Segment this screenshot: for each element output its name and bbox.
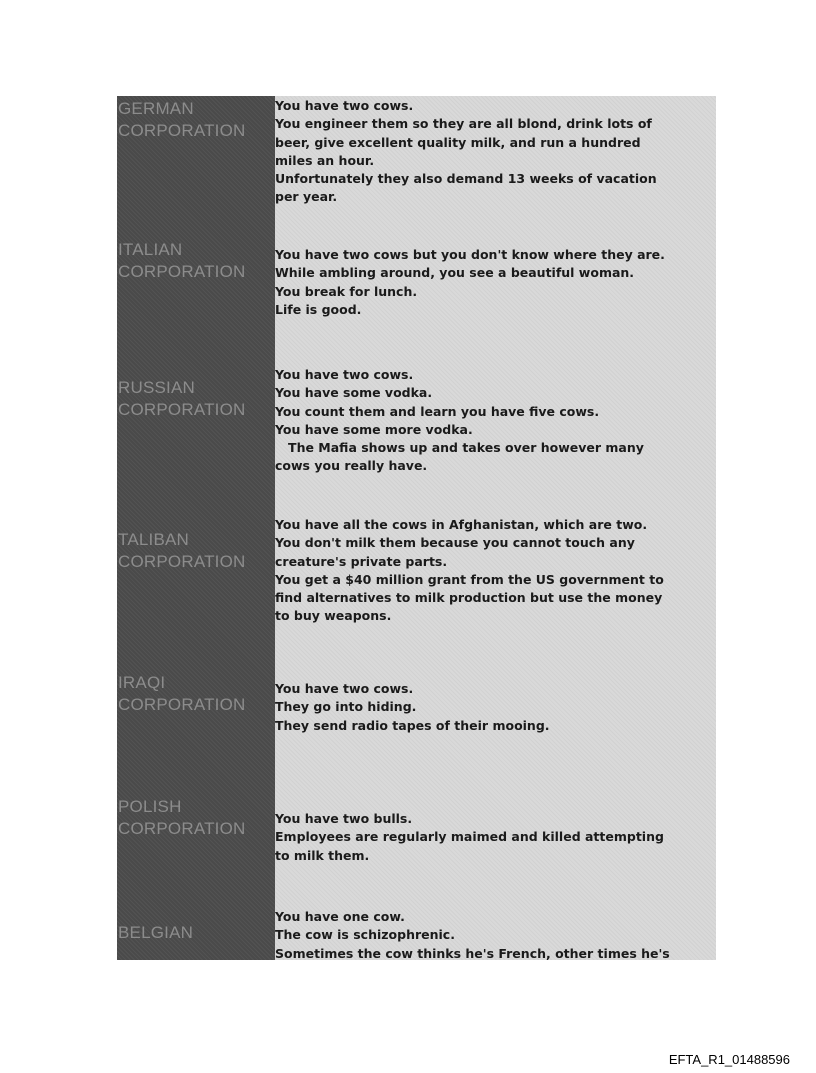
joke-line: You have some vodka. bbox=[275, 385, 433, 401]
joke-line: Employees are regularly maimed and killed attempting bbox=[275, 829, 664, 845]
joke-line: Life is good. bbox=[275, 301, 362, 317]
joke-line: You have two cows. bbox=[275, 681, 414, 696]
label-line: TALIBAN bbox=[118, 530, 189, 549]
row-label-taliban bbox=[118, 529, 246, 573]
joke-line: The Mafia shows up and takes over however many bbox=[275, 440, 644, 456]
joke-line: You have two bulls. bbox=[275, 811, 413, 826]
joke-line: Sometimes the cow thinks he's French, other times he's bbox=[275, 945, 670, 961]
joke-line: You have one cow. bbox=[275, 909, 405, 924]
row-label-german bbox=[118, 98, 246, 142]
row-label-iraqi bbox=[118, 672, 246, 716]
joke-line: per year. bbox=[275, 189, 338, 205]
joke-line: You count them and learn you have five cows. bbox=[275, 403, 600, 419]
jokes-column bbox=[275, 96, 716, 960]
joke-line: You break for lunch. bbox=[275, 283, 418, 299]
joke-line: You don't milk them because you cannot touch any bbox=[275, 535, 635, 551]
document-id: EFTA_R1_01488596 bbox=[668, 1052, 790, 1067]
joke-belgian bbox=[275, 908, 715, 963]
joke-polish bbox=[275, 810, 715, 865]
label-line: CORPORATION bbox=[118, 552, 246, 571]
joke-line: They send radio tapes of their mooing. bbox=[275, 717, 550, 733]
joke-line: You have two cows. bbox=[275, 98, 414, 113]
label-line: ITALIAN bbox=[118, 240, 183, 259]
joke-line: The cow is schizophrenic. bbox=[275, 927, 455, 943]
joke-line: You have all the cows in Afghanistan, which are two. bbox=[275, 517, 648, 532]
joke-iraqi bbox=[275, 680, 715, 735]
row-label-polish bbox=[118, 796, 246, 840]
joke-line: You have some more vodka. bbox=[275, 421, 473, 437]
joke-line: to buy weapons. bbox=[275, 608, 392, 624]
joke-line: You engineer them so they are all blond, drink lots of bbox=[275, 116, 652, 132]
label-line: RUSSIAN bbox=[118, 378, 195, 397]
joke-line: While ambling around, you see a beautiful woman. bbox=[275, 265, 635, 281]
joke-line: They go into hiding. bbox=[275, 699, 417, 715]
joke-german bbox=[275, 97, 715, 207]
joke-line: Unfortunately they also demand 13 weeks of vacation bbox=[275, 171, 657, 187]
joke-line: miles an hour. bbox=[275, 152, 375, 168]
label-line: CORPORATION bbox=[118, 121, 246, 140]
joke-line: creature's private parts. bbox=[275, 553, 448, 569]
label-line: CORPORATION bbox=[118, 262, 246, 281]
label-line: CORPORATION bbox=[118, 400, 246, 419]
joke-line: beer, give excellent quality milk, and run a hundred bbox=[275, 134, 641, 150]
joke-line: to milk them. bbox=[275, 847, 370, 863]
label-line: BELGIAN bbox=[118, 923, 194, 942]
label-line: IRAQI bbox=[118, 673, 166, 692]
joke-line: You get a $40 million grant from the US government to bbox=[275, 571, 664, 587]
jokes-table bbox=[117, 96, 716, 960]
joke-italian bbox=[275, 246, 715, 319]
label-line: CORPORATION bbox=[118, 695, 246, 714]
row-label-italian bbox=[118, 239, 246, 283]
joke-russian bbox=[275, 366, 715, 476]
row-label-belgian bbox=[118, 922, 193, 944]
joke-line: find alternatives to milk production but use the money bbox=[275, 590, 663, 606]
joke-line: cows you really have. bbox=[275, 458, 428, 474]
joke-taliban bbox=[275, 516, 715, 626]
row-label-russian bbox=[118, 377, 246, 421]
label-line: CORPORATION bbox=[118, 819, 246, 838]
joke-line: You have two cows. bbox=[275, 367, 414, 382]
label-line: GERMAN bbox=[118, 99, 194, 118]
label-line: POLISH bbox=[118, 797, 182, 816]
labels-column bbox=[117, 96, 275, 960]
joke-line: You have two cows but you don't know where they are. bbox=[275, 247, 665, 262]
